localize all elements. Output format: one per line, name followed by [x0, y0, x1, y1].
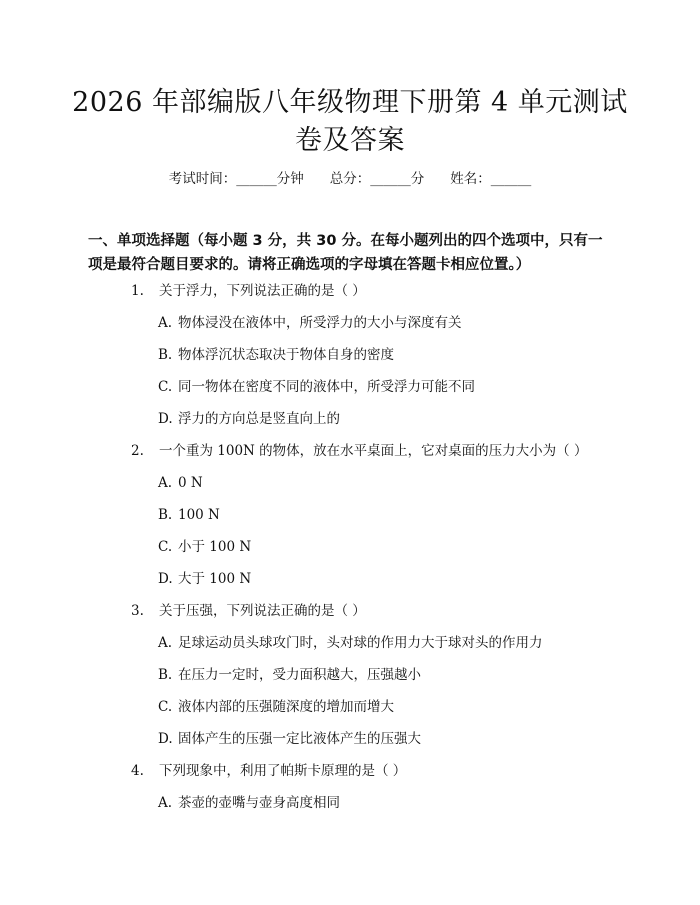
option-text: 足球运动员头球攻门时，头对球的作用力大于球对头的作用力: [178, 635, 543, 651]
question-text: 关于浮力，下列说法正确的是（ ）: [159, 283, 366, 299]
option-letter: A.: [158, 635, 173, 651]
question-3-option-b: [158, 666, 421, 684]
question-number: 3.: [131, 603, 144, 619]
option-text: 物体浮沉状态取决于物体自身的密度: [178, 347, 394, 363]
option-text: 0 N: [178, 475, 203, 491]
option-text: 固体产生的压强一定比液体产生的压强大: [178, 731, 421, 747]
option-text: 同一物体在密度不同的液体中，所受浮力可能不同: [178, 379, 475, 395]
option-letter: C.: [158, 699, 173, 715]
option-text: 茶壶的壶嘴与壶身高度相同: [178, 795, 340, 811]
question-4-option-a: [158, 794, 340, 812]
question-1-option-d: [158, 410, 340, 428]
question-1: [131, 282, 366, 300]
title-line-1: 2026 年部编版八年级物理下册第 4 单元测试: [72, 87, 628, 118]
option-letter: B.: [158, 667, 173, 683]
option-text: 浮力的方向总是竖直向上的: [178, 411, 340, 427]
option-text: 小于 100 N: [178, 539, 252, 555]
question-3-option-a: [158, 634, 543, 652]
question-2-option-b: [158, 506, 220, 524]
question-2-option-d: [158, 570, 251, 588]
option-letter: D.: [158, 731, 173, 747]
option-text: 物体浸没在液体中，所受浮力的大小与深度有关: [178, 315, 462, 331]
option-letter: D.: [158, 571, 173, 587]
option-text: 大于 100 N: [178, 571, 252, 587]
question-text: 下列现象中，利用了帕斯卡原理的是（ ）: [159, 763, 407, 779]
option-letter: A.: [158, 475, 173, 491]
question-number: 4.: [131, 763, 144, 779]
exam-time-label: 考试时间：______分钟: [168, 171, 304, 187]
question-number: 1.: [131, 283, 144, 299]
question-text: 一个重为 100N 的物体，放在水平桌面上，它对桌面的压力大小为（ ）: [159, 443, 588, 459]
option-letter: C.: [158, 539, 173, 555]
question-3-option-c: [158, 698, 394, 716]
question-2-option-c: [158, 538, 251, 556]
question-1-option-c: [158, 378, 475, 396]
question-3: [131, 602, 366, 620]
option-letter: D.: [158, 411, 173, 427]
question-2-option-a: [158, 474, 203, 492]
question-text: 关于压强，下列说法正确的是（ ）: [159, 603, 366, 619]
option-letter: A.: [158, 315, 173, 331]
title-line-2: 卷及答案: [295, 125, 405, 156]
question-1-option-b: [158, 346, 394, 364]
option-text: 在压力一定时，受力面积越大，压强越小: [178, 667, 421, 683]
section-heading: 一、单项选择题（每小题 3 分，共 30 分。在每小题列出的四个选项中，只有一项是最符合题目要求的。请将正确选项的字母填在答题卡相应位置。）: [88, 233, 603, 273]
option-letter: C.: [158, 379, 173, 395]
student-name-label: 姓名：______: [450, 171, 532, 187]
option-text: 100 N: [178, 507, 220, 523]
question-4: [131, 762, 406, 780]
question-2: [131, 442, 587, 460]
question-3-option-d: [158, 730, 421, 748]
option-letter: B.: [158, 347, 173, 363]
option-text: 液体内部的压强随深度的增加而增大: [178, 699, 394, 715]
option-letter: B.: [158, 507, 173, 523]
exam-meta: [0, 170, 700, 188]
page-title: [70, 84, 630, 160]
total-score-label: 总分：______分: [329, 171, 425, 187]
question-1-option-a: [158, 314, 462, 332]
question-number: 2.: [131, 443, 144, 459]
option-letter: A.: [158, 795, 173, 811]
